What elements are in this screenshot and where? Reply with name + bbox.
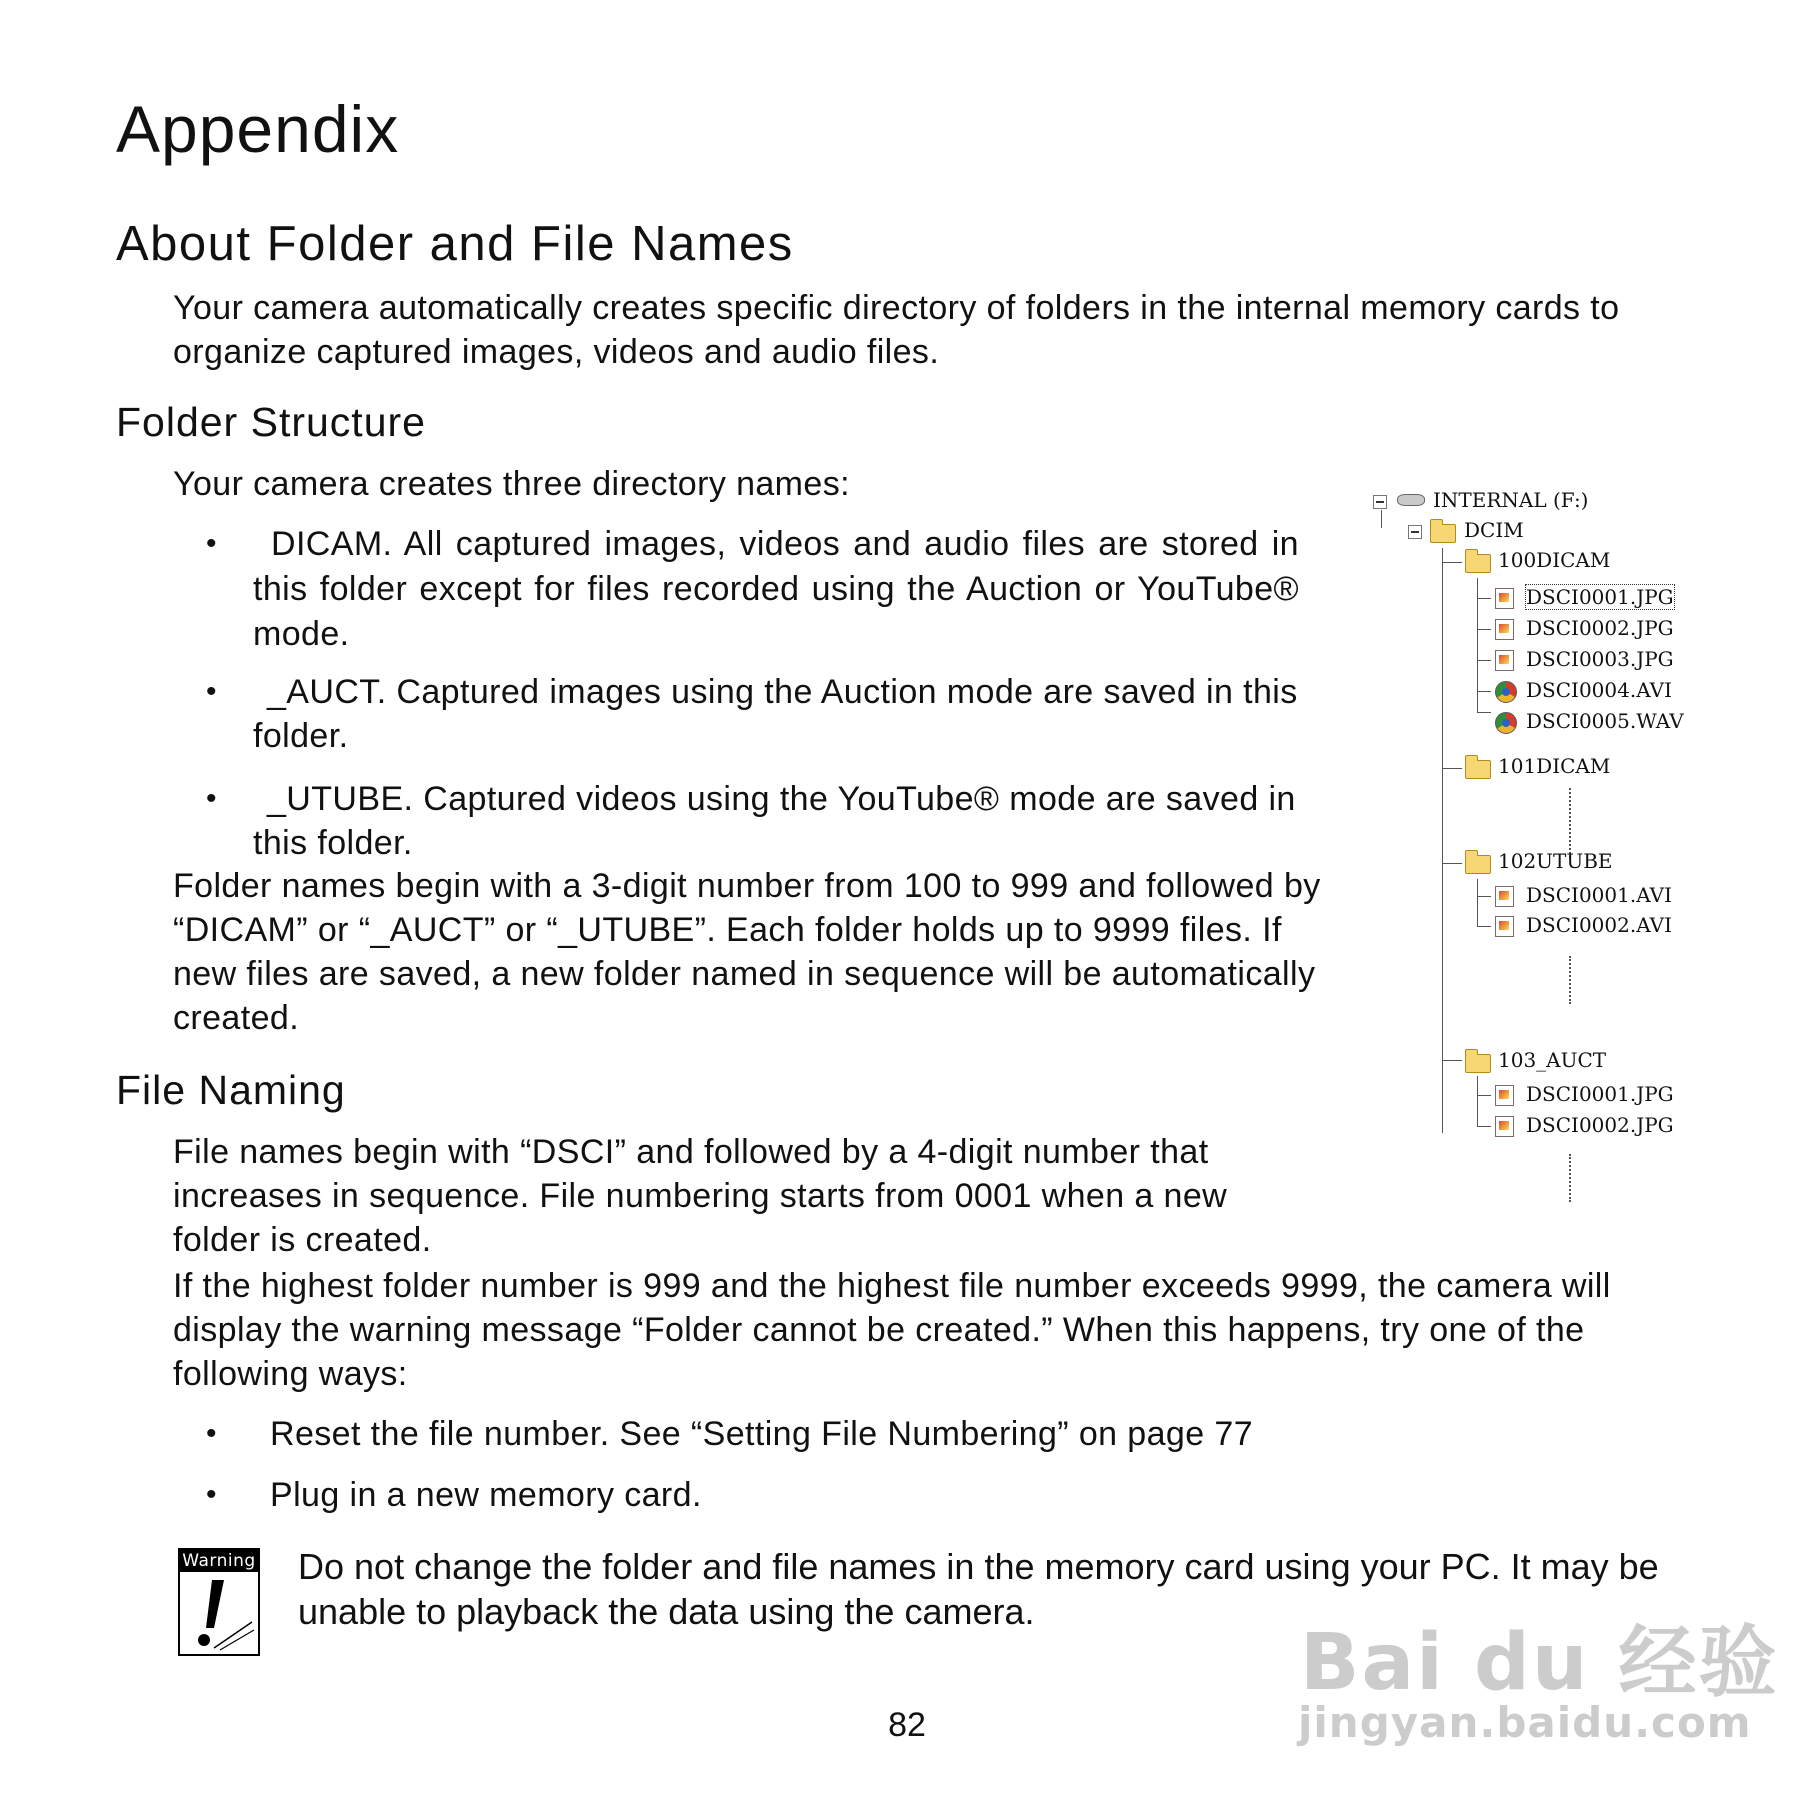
image-file-icon — [1495, 916, 1514, 937]
image-file-icon — [1495, 588, 1514, 609]
exclamation-icon — [180, 1572, 258, 1654]
watermark-logo: Bai du 经验 — [1300, 1618, 1779, 1708]
tree-root-label[interactable]: INTERNAL (F:) — [1433, 488, 1589, 512]
bullet-icon: • — [206, 1478, 217, 1511]
folder-tree — [1345, 478, 1705, 1223]
tree-folder-103auct[interactable]: 103_AUCT — [1498, 1048, 1607, 1072]
media-file-icon — [1495, 712, 1517, 734]
tree-file[interactable]: DSCI0001.JPG — [1526, 1082, 1674, 1106]
tree-file[interactable]: DSCI0002.JPG — [1526, 1113, 1674, 1137]
bullet-auct-name: _AUCT. — [267, 673, 387, 711]
tree-dcim-label[interactable]: DCIM — [1464, 518, 1524, 542]
bullet-dicam-text: All captured images, videos and audio files are stored in this folder except for files recorded using the Auction or YouTube® mode. — [253, 525, 1299, 653]
collapse-icon[interactable] — [1408, 525, 1422, 539]
tree-file[interactable]: DSCI0001.AVI — [1526, 883, 1672, 907]
file-naming-paragraph-1: File names begin with “DSCI” and followed by a 4-digit number that increases in sequence. File numbering starts from 0001 when a new folder is created. — [173, 1133, 1228, 1259]
bullet-icon: • — [206, 1417, 217, 1450]
warning-icon — [178, 1548, 260, 1656]
file-naming-paragraph-2: If the highest folder number is 999 and the highest file number exceeds 9999, the camera will display the warning message “Folder cannot be created.” When this happens, try one of the following ways: — [173, 1267, 1611, 1393]
tree-folder-100dicam[interactable]: 100DICAM — [1498, 548, 1611, 572]
drive-icon — [1397, 494, 1425, 506]
collapse-icon[interactable] — [1373, 495, 1387, 509]
file-naming-heading: File Naming — [116, 1067, 346, 1113]
tree-file[interactable]: DSCI0003.JPG — [1526, 647, 1674, 671]
image-file-icon — [1495, 650, 1514, 671]
folder-names-paragraph: Folder names begin with a 3-digit number from 100 to 999 and followed by “DICAM” or “_AUCT” or “_UTUBE”. Each folder holds up to 9999 files. If new files are saved, a new folder named in sequence will be automatically created. — [173, 867, 1321, 1037]
image-file-icon — [1495, 886, 1514, 907]
bullet-dicam-name: DICAM. — [271, 525, 393, 563]
bullet-utube — [253, 777, 1313, 865]
watermark-url: jingyan.baidu.com — [1298, 1698, 1752, 1747]
folder-icon — [1430, 524, 1456, 543]
tree-file[interactable]: DSCI0004.AVI — [1526, 678, 1672, 702]
folder-structure-lead: Your camera creates three directory names: — [173, 465, 850, 503]
folder-icon — [1465, 855, 1491, 874]
folder-icon — [1465, 1054, 1491, 1073]
tree-file[interactable]: DSCI0002.AVI — [1526, 913, 1672, 937]
tree-file[interactable]: DSCI0002.JPG — [1526, 616, 1674, 640]
bullet-icon: • — [206, 527, 217, 560]
warning-text: Do not change the folder and file names in the memory card using your PC. It may be unable to playback the data using the camera. — [298, 1546, 1659, 1632]
folder-icon — [1465, 554, 1491, 573]
media-file-icon — [1495, 681, 1517, 703]
bullet-icon: • — [206, 675, 217, 708]
bullet-dicam — [253, 522, 1299, 657]
tree-folder-102utube[interactable]: 102UTUBE — [1498, 849, 1613, 873]
tree-file[interactable]: DSCI0005.WAV — [1526, 709, 1684, 733]
tree-file[interactable]: DSCI0001.JPG — [1526, 585, 1674, 609]
new-memory-card-item: Plug in a new memory card. — [270, 1476, 702, 1514]
image-file-icon — [1495, 1116, 1514, 1137]
image-file-icon — [1495, 1085, 1514, 1106]
folder-icon — [1465, 760, 1491, 779]
reset-file-number-item: Reset the file number. See “Setting File Numbering” on page 77 — [270, 1415, 1254, 1453]
image-file-icon — [1495, 619, 1514, 640]
bullet-auct — [253, 670, 1343, 758]
intro-paragraph: Your camera automatically creates specific directory of folders in the internal memory cards to organize captured images, videos and audio files. — [173, 289, 1620, 371]
bullet-utube-text: Captured videos using the YouTube® mode are saved in this folder. — [253, 780, 1296, 862]
section-heading: About Folder and File Names — [116, 217, 794, 271]
bullet-auct-text: Captured images using the Auction mode are saved in this folder. — [253, 673, 1298, 755]
tree-folder-101dicam[interactable]: 101DICAM — [1498, 754, 1611, 778]
bullet-icon: • — [206, 782, 217, 815]
bullet-utube-name: _UTUBE. — [267, 780, 414, 818]
page-number: 82 — [888, 1706, 926, 1744]
folder-structure-heading: Folder Structure — [116, 399, 426, 445]
warning-label: Warning — [180, 1550, 258, 1572]
page-title: Appendix — [116, 92, 400, 166]
